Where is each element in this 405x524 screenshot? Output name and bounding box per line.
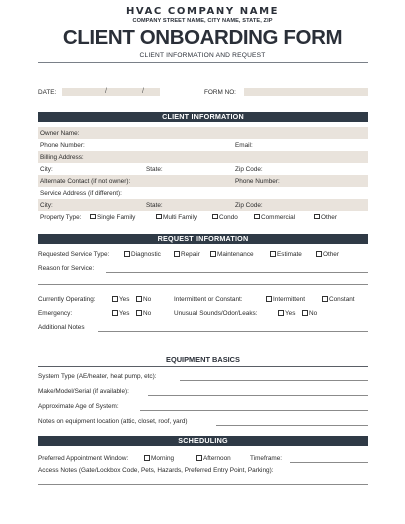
- emergency-yes[interactable]: Yes: [112, 310, 129, 317]
- timeframe-line[interactable]: [290, 462, 368, 463]
- make-model-line[interactable]: [148, 395, 368, 396]
- system-age-label: Approximate Age of System:: [38, 403, 119, 410]
- property-other[interactable]: Other: [314, 214, 337, 221]
- service-estimate[interactable]: Estimate: [270, 251, 302, 258]
- window-afternoon[interactable]: Afternoon: [196, 455, 231, 462]
- service-diagnostic[interactable]: Diagnostic: [124, 251, 161, 258]
- equipment-basics-header: EQUIPMENT BASICS: [166, 355, 240, 364]
- intermittent-label: Intermittent or Constant:: [174, 296, 243, 303]
- phone-label: Phone Number:: [40, 141, 85, 149]
- additional-notes-label: Additional Notes: [38, 324, 85, 331]
- intermittent-option[interactable]: Intermittent: [266, 296, 305, 303]
- company-address: COMPANY STREET NAME, CITY NAME, STATE, ZIP: [132, 18, 273, 24]
- checkbox-icon[interactable]: [136, 296, 142, 302]
- equipment-divider: [38, 366, 368, 367]
- checkbox-icon[interactable]: [90, 214, 96, 220]
- date-field[interactable]: [62, 88, 160, 96]
- checkbox-icon[interactable]: [266, 296, 272, 302]
- owner-row[interactable]: [38, 127, 368, 139]
- billing-row[interactable]: [38, 151, 368, 163]
- date-label: DATE:: [38, 89, 57, 96]
- reason-line-2[interactable]: [38, 284, 368, 285]
- checkbox-icon[interactable]: [112, 310, 118, 316]
- form-no-field[interactable]: [244, 88, 368, 96]
- notes-line[interactable]: [98, 331, 368, 332]
- checkbox-icon[interactable]: [302, 310, 308, 316]
- checkbox-icon[interactable]: [278, 310, 284, 316]
- checkbox-icon[interactable]: [156, 214, 162, 220]
- operating-yes[interactable]: Yes: [112, 296, 129, 303]
- service-maintenance[interactable]: Maintenance: [210, 251, 254, 258]
- currently-operating-label: Currently Operating:: [38, 296, 96, 303]
- zip-label-2: Zip Code:: [235, 201, 263, 209]
- checkbox-icon[interactable]: [316, 251, 322, 257]
- service-type-label: Requested Service Type:: [38, 251, 110, 258]
- checkbox-icon[interactable]: [322, 296, 328, 302]
- property-condo[interactable]: Condo: [212, 214, 238, 221]
- reason-label: Reason for Service:: [38, 265, 95, 272]
- checkbox-icon[interactable]: [124, 251, 130, 257]
- operating-no[interactable]: No: [136, 296, 151, 303]
- alt-phone-label: Phone Number:: [235, 177, 280, 185]
- checkbox-icon[interactable]: [144, 455, 150, 461]
- city-state-zip-row-2[interactable]: [38, 199, 368, 211]
- zip-label: Zip Code:: [235, 165, 263, 173]
- form-title: CLIENT ONBOARDING FORM: [62, 26, 343, 49]
- email-label: Email:: [235, 141, 253, 149]
- property-type-label: Property Type:: [40, 213, 82, 221]
- timeframe-label: Timeframe:: [250, 455, 283, 462]
- header-divider: [38, 62, 368, 63]
- sounds-label: Unusual Sounds/Odor/Leaks:: [174, 310, 258, 317]
- checkbox-icon[interactable]: [136, 310, 142, 316]
- access-notes-label: Access Notes (Gate/Lockbox Code, Pets, Hazards, Preferred Entry Point, Parking):: [38, 467, 274, 474]
- form-no-label: FORM NO:: [204, 89, 236, 96]
- form-subtitle: CLIENT INFORMATION AND REQUEST: [139, 52, 266, 59]
- emergency-no[interactable]: No: [136, 310, 151, 317]
- company-name: HVAC COMPANY NAME: [125, 6, 280, 17]
- system-age-line[interactable]: [140, 410, 368, 411]
- scheduling-header: SCHEDULING: [38, 436, 368, 446]
- property-single-family[interactable]: Single Family: [90, 214, 135, 221]
- system-type-label: System Type (AE/heater, heat pump, etc):: [38, 373, 157, 380]
- service-other[interactable]: Other: [316, 251, 339, 258]
- city-label-2: City:: [40, 201, 53, 209]
- state-label-2: State:: [146, 201, 163, 209]
- constant-option[interactable]: Constant: [322, 296, 355, 303]
- checkbox-icon[interactable]: [112, 296, 118, 302]
- checkbox-icon[interactable]: [210, 251, 216, 257]
- checkbox-icon[interactable]: [212, 214, 218, 220]
- equipment-location-label: Notes on equipment location (attic, closet, roof, yard): [38, 418, 188, 425]
- request-information-header: REQUEST INFORMATION: [38, 234, 368, 244]
- access-notes-line[interactable]: [38, 484, 368, 485]
- checkbox-icon[interactable]: [254, 214, 260, 220]
- window-morning[interactable]: Morning: [144, 455, 174, 462]
- sounds-yes[interactable]: Yes: [278, 310, 295, 317]
- sounds-no[interactable]: No: [302, 310, 317, 317]
- service-address-label: Service Address (if different):: [40, 189, 122, 197]
- checkbox-icon[interactable]: [314, 214, 320, 220]
- make-model-label: Make/Model/Serial (if available):: [38, 388, 129, 395]
- system-type-line[interactable]: [180, 380, 368, 381]
- checkbox-icon[interactable]: [270, 251, 276, 257]
- service-repair[interactable]: Repair: [174, 251, 200, 258]
- checkbox-icon[interactable]: [174, 251, 180, 257]
- equipment-location-line[interactable]: [216, 425, 368, 426]
- date-separator-2: /: [142, 88, 144, 95]
- reason-line[interactable]: [106, 272, 368, 273]
- alt-contact-label: Alternate Contact (if not owner):: [40, 177, 131, 185]
- alt-contact-row[interactable]: [38, 175, 368, 187]
- emergency-label: Emergency:: [38, 310, 73, 317]
- owner-name-label: Owner Name:: [40, 129, 80, 137]
- client-information-header: CLIENT INFORMATION: [38, 112, 368, 122]
- date-separator-1: /: [105, 88, 107, 95]
- property-commercial[interactable]: Commercial: [254, 214, 295, 221]
- city-label: City:: [40, 165, 53, 173]
- property-multi-family[interactable]: Multi Family: [156, 214, 197, 221]
- service-address-row[interactable]: [38, 187, 368, 199]
- city-state-zip-row[interactable]: [38, 163, 368, 175]
- state-label: State:: [146, 165, 163, 173]
- appointment-window-label: Preferred Appointment Window:: [38, 455, 129, 462]
- property-type-row: [38, 211, 368, 223]
- phone-email-row[interactable]: [38, 139, 368, 151]
- checkbox-icon[interactable]: [196, 455, 202, 461]
- billing-address-label: Billing Address:: [40, 153, 84, 161]
